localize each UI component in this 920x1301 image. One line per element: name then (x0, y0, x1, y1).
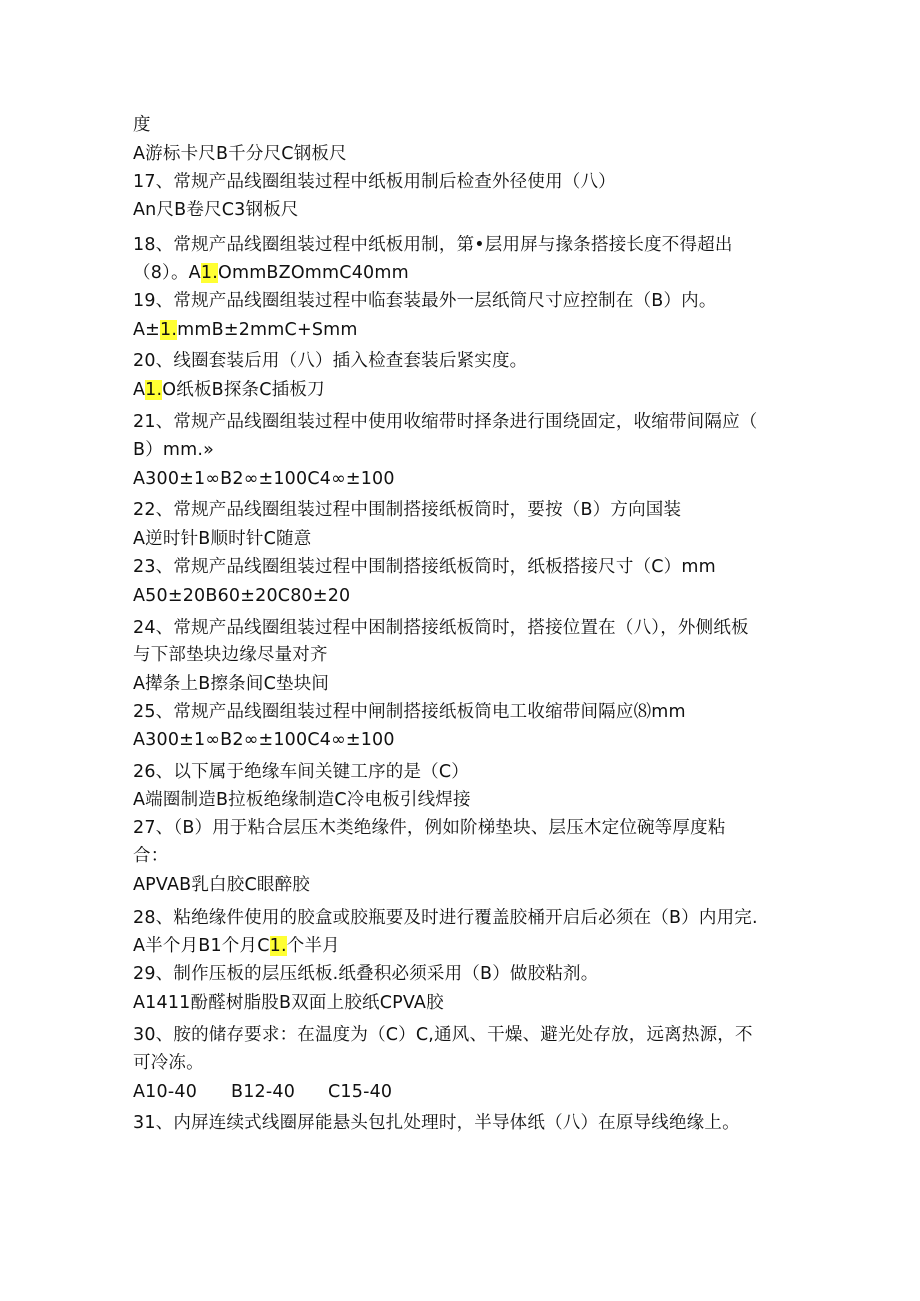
text-span: mmB±2mmC+Smm (177, 320, 358, 340)
option-line (133, 319, 358, 341)
text-line: 度 (133, 115, 151, 135)
text-line: B）mm.» (133, 440, 215, 460)
question-24: 24、常规产品线圈组装过程中困制搭接纸板筒时，搭接位置在（八），外侧纸板 (133, 618, 749, 638)
option-line: A逆时针B顺时针C随意 (133, 529, 312, 549)
question-23: 23、常规产品线圈组装过程中围制搭接纸板筒时，纸板搭接尺寸（C）mm (133, 557, 716, 577)
option-line: A300±1∞B2∞±100C4∞±100 (133, 730, 395, 750)
highlighted-text: 1. (145, 380, 163, 400)
option-line: An尺B卷尺C3钢板尺 (133, 200, 299, 220)
option-a: A10-40 (133, 1082, 198, 1102)
option-line: A300±1∞B2∞±100C4∞±100 (133, 469, 395, 489)
text-span: A半个月B1个月C (133, 936, 270, 956)
text-line: 与下部垫块边缘尽量对齐 (133, 645, 328, 665)
question-27: 27、（B）用于粘合层压木类绝缘件，例如阶梯垫块、层压木定位碗等厚度粘 (133, 818, 726, 838)
option-line: A端圈制造B拉板绝缘制造C冷电板引线焊接 (133, 790, 471, 810)
option-c: C15-40 (328, 1082, 393, 1102)
question-21: 21、常规产品线圈组装过程中使用收缩带时择条进行围绕固定，收缩带间隔应（ (133, 412, 758, 432)
question-25: 25、常规产品线圈组装过程中闸制搭接纸板筒电工收缩带间隔应⑻mm (133, 702, 686, 722)
option-line: A1411酚醛树脂股B双面上胶纸CPVA胶 (133, 993, 444, 1013)
text-span: A (133, 380, 146, 400)
option-line (133, 935, 340, 957)
question-31: 31、内屏连续式线圈屏能悬头包扎处理时，半导体纸（八）在原导线绝缘上。 (133, 1113, 740, 1133)
option-line (133, 379, 325, 401)
text-span: A± (133, 320, 161, 340)
highlighted-text: 1. (269, 936, 287, 956)
question-26: 26、以下属于绝缘车间关键工序的是（C） (133, 762, 469, 782)
option-line: A50±20B60±20C80±20 (133, 586, 351, 606)
question-18: 18、常规产品线圈组装过程中纸板用制，第•层用屏与掾条搭接长度不得超出 (133, 235, 733, 255)
option-line (133, 1081, 392, 1103)
text-span: O纸板B探条C插板刀 (162, 380, 325, 400)
option-b: B12-40 (231, 1082, 296, 1102)
text-span: OmmBZOmmC40mm (217, 263, 409, 283)
text-line: 合： (133, 846, 169, 866)
highlighted-text: 1. (160, 320, 178, 340)
option-line: APVAB乳白胶C眼醉胶 (133, 875, 310, 895)
question-17: 17、常规产品线圈组装过程中纸板用制后检查外径使用（八） (133, 172, 616, 192)
question-20: 20、线圈套装后用（八）插入检查套装后紧实度。 (133, 351, 528, 371)
option-line (133, 262, 409, 284)
text-span: 个半月 (286, 936, 340, 956)
text-line: 可冷冻。 (133, 1053, 204, 1073)
option-line: A游标卡尺B千分尺C钢板尺 (133, 144, 347, 164)
option-line: A撵条上B擦条间C垫块间 (133, 674, 330, 694)
text-span: （8）。A (133, 263, 201, 283)
question-28: 28、粘绝缘件使用的胶盒或胶瓶要及时进行覆盖胶桶开启后必须在（B）内用完. (133, 908, 758, 928)
question-29: 29、制作压板的层压纸板.纸叠积必须采用（B）做胶粘剂。 (133, 964, 599, 984)
question-22: 22、常规产品线圈组装过程中围制搭接纸板筒时，要按（B）方向国装 (133, 500, 682, 520)
question-30: 30、胺的储存要求：在温度为（C）C,通风、干燥、避光处存放，远离热源，不 (133, 1025, 753, 1045)
highlighted-text: 1. (200, 263, 218, 283)
question-19: 19、常规产品线圈组装过程中临套装最外一层纸筒尺寸应控制在（B）内。 (133, 291, 717, 311)
